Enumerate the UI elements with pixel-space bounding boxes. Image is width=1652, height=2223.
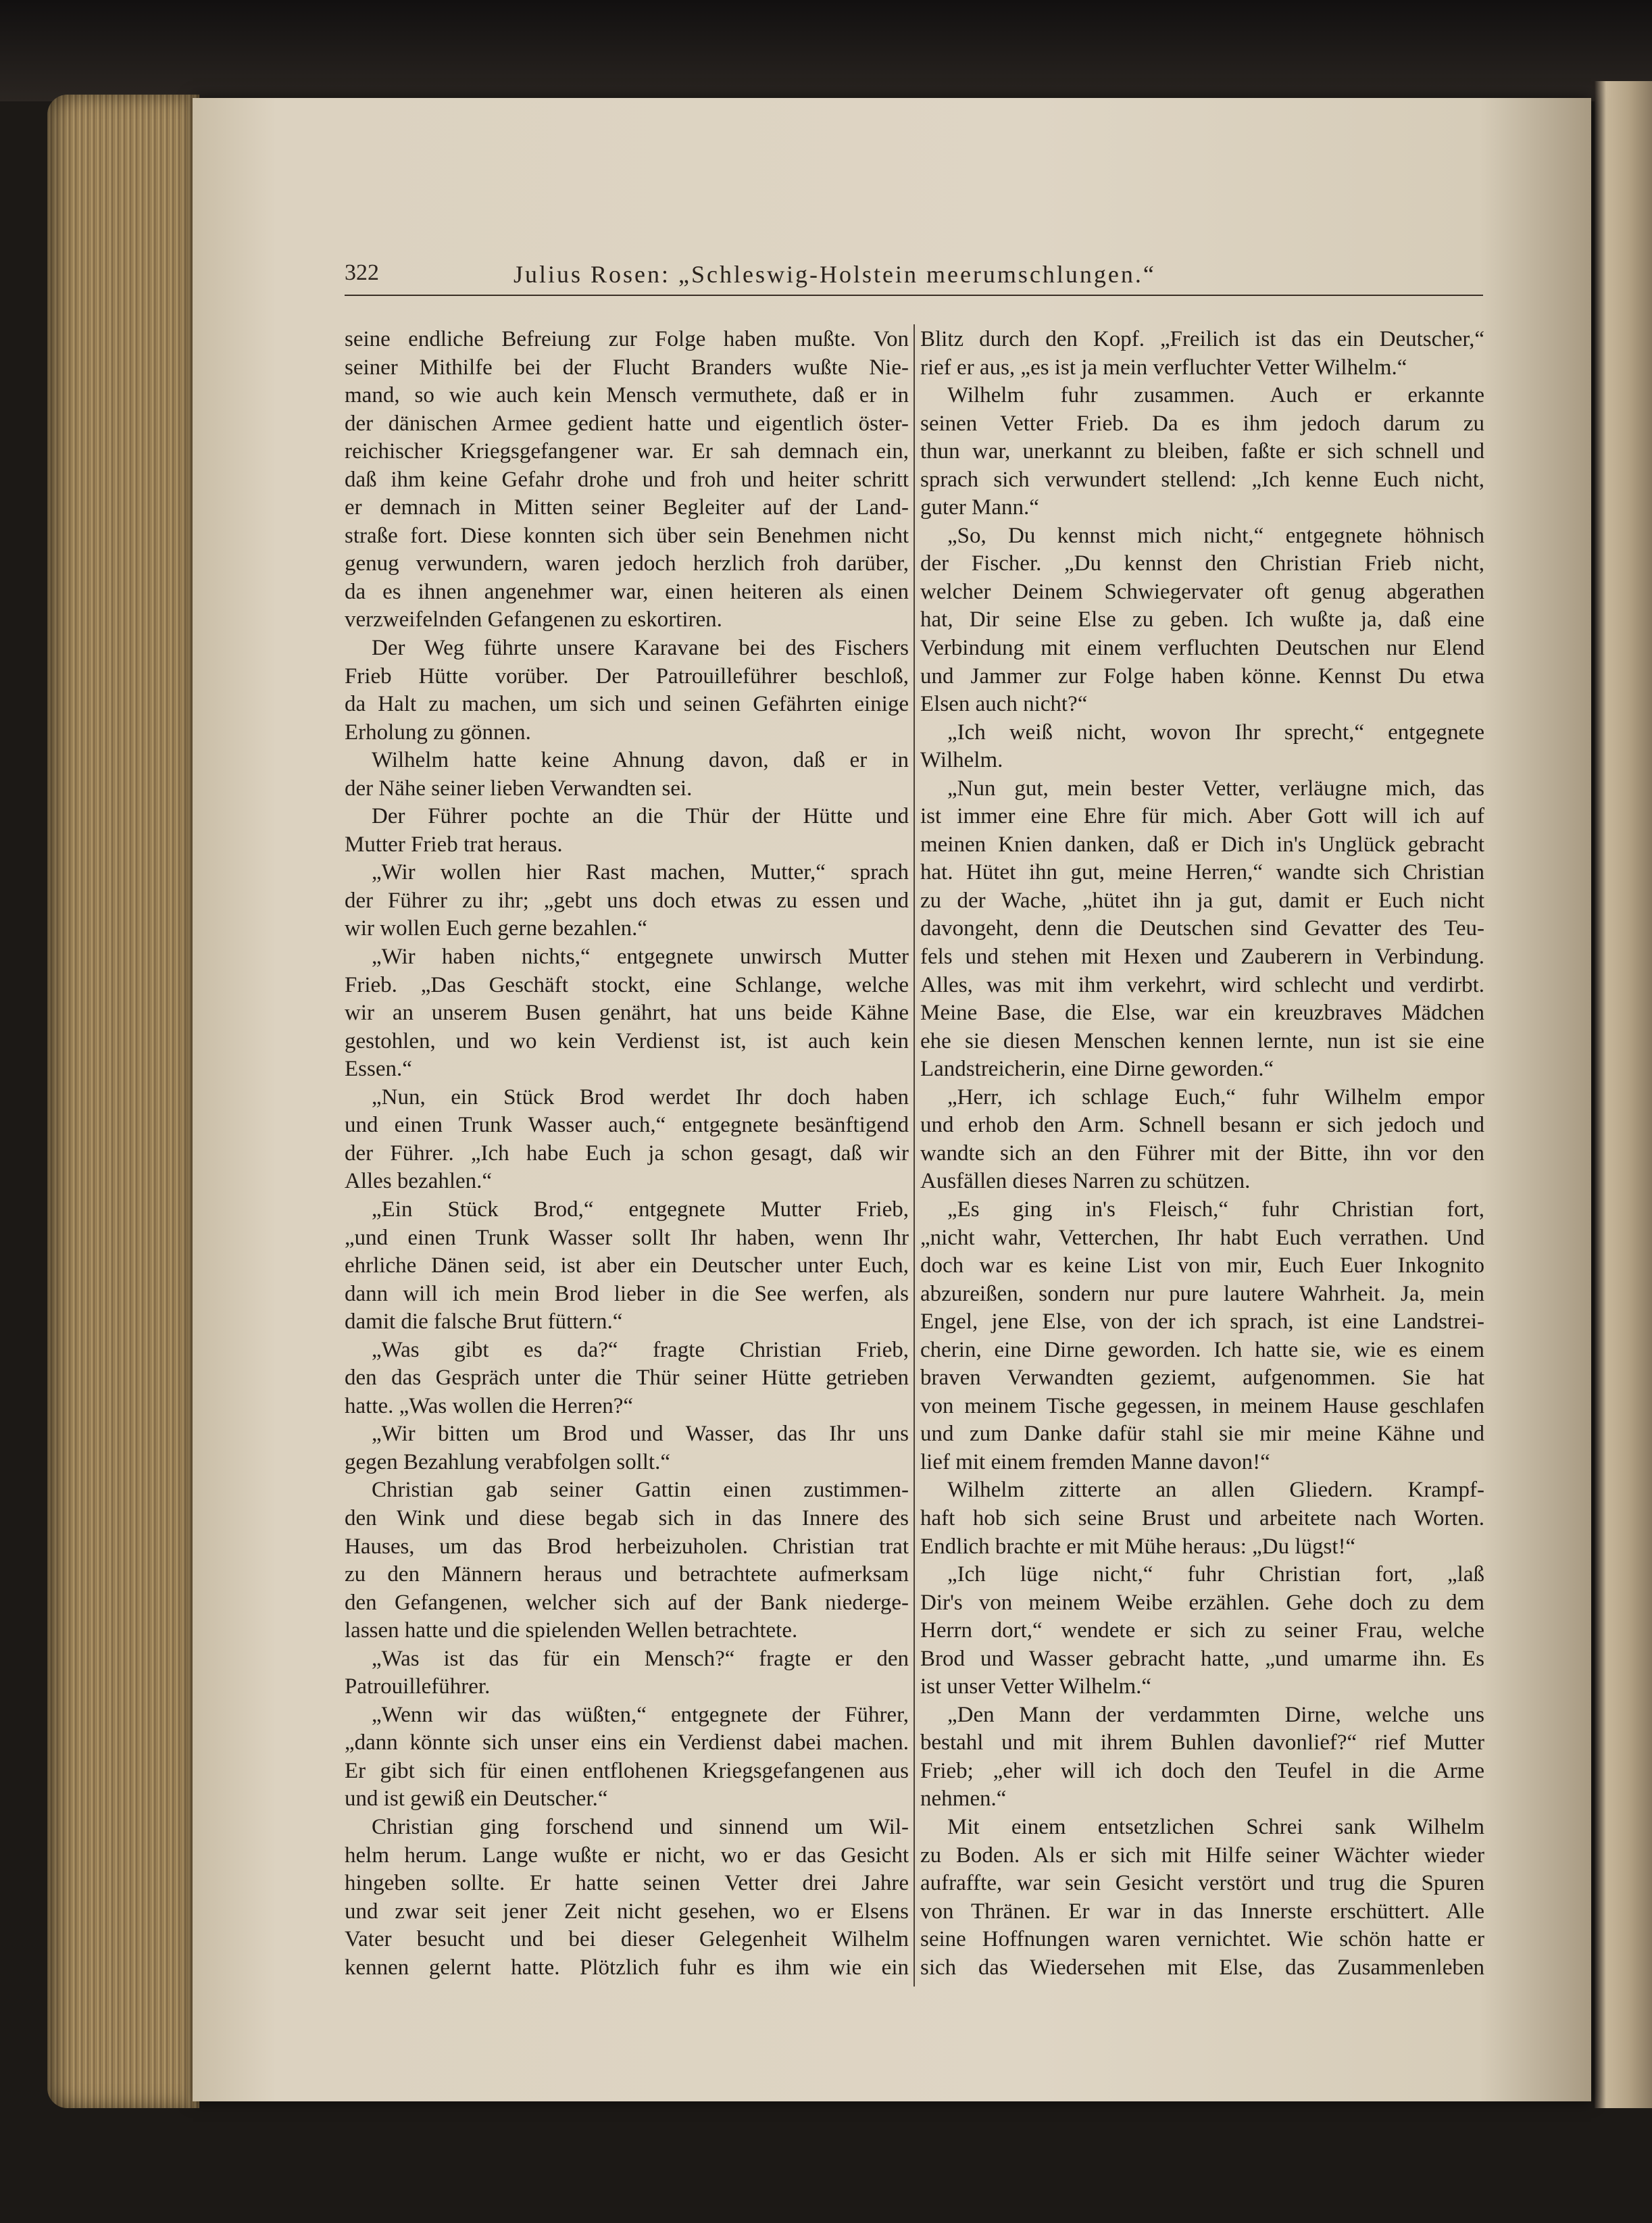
text-line: Brod und Wasser gebracht hatte, „und umarme ihn. Es	[920, 1646, 1484, 1671]
text-line: Wilhelm zitterte an allen Gliedern. Krampf-	[947, 1478, 1484, 1503]
text-line: zu den Männern heraus und betrachtete aufmerksam	[345, 1562, 909, 1587]
text-line: wir an unserem Busen genährt, hat uns beide Kähne	[345, 1001, 909, 1026]
text-line: „dann könnte sich unser eins ein Verdienst dabei machen.	[345, 1730, 909, 1755]
text-line: lassen hatte und die spielenden Wellen betrachtete.	[345, 1618, 798, 1643]
left-column	[345, 326, 909, 1982]
running-title: Julius Rosen: „Schleswig-Holstein meerumschlungen.“	[514, 261, 1156, 288]
text-line: hat, Dir seine Else zu geben. Ich wußte ja, daß eine	[920, 607, 1484, 632]
text-line: abzureißen, sondern nur pure lautere Wahrheit. Ja, mein	[920, 1281, 1484, 1306]
text-line: der Führer. „Ich habe Euch ja schon gesagt, daß wir	[345, 1141, 909, 1166]
text-line: Vater besucht und bei dieser Gelegenheit Wilhelm	[345, 1927, 909, 1952]
text-line: sprach sich verwundert stellend: „Ich kenne Euch nicht,	[920, 467, 1484, 492]
text-line: da es ihnen angenehmer war, einen heiteren als einen	[345, 579, 909, 604]
text-line: davongeht, denn die Deutschen sind Gevatter des Teu-	[920, 916, 1484, 941]
text-line: daß ihm keine Gefahr drohe und froh und heiter schritt	[345, 467, 909, 492]
text-line: „Ich lüge nicht,“ fuhr Christian fort, „laß	[947, 1562, 1484, 1587]
text-line: Frieb; „eher will ich doch den Teufel in die Arme	[920, 1758, 1484, 1783]
text-line: da Halt zu machen, um sich und seinen Gefährten einige	[345, 692, 909, 717]
text-line: bestahl und mit ihrem Buhlen davonlief?“ rief Mutter	[920, 1730, 1484, 1755]
text-line: „Den Mann der verdammten Dirne, welche uns	[947, 1702, 1484, 1727]
text-line: ehrliche Dänen seid, ist aber ein Deutscher unter Euch,	[345, 1253, 909, 1278]
text-line: wandte sich an den Führer mit der Bitte, ihn vor den	[920, 1141, 1484, 1166]
text-line: hatte. „Was wollen die Herren?“	[345, 1393, 634, 1418]
text-line: seiner Mithilfe bei der Flucht Branders wußte Nie-	[345, 355, 909, 380]
text-line: „nicht wahr, Vetterchen, Ihr habt Euch verrathen. Und	[920, 1225, 1484, 1250]
text-line: Frieb Hütte vorüber. Der Patrouilleführer beschloß,	[345, 664, 909, 689]
text-line: „Was ist das für ein Mensch?“ fragte er den	[372, 1646, 909, 1671]
text-line: den das Gespräch unter die Thür seiner Hütte getrieben	[345, 1366, 909, 1391]
text-line: und einen Trunk Wasser auch,“ entgegnete besänftigend	[345, 1113, 909, 1138]
text-line: Der Führer pochte an die Thür der Hütte und	[372, 804, 909, 829]
right-column	[920, 326, 1484, 1982]
text-line: genug verwundern, waren jedoch herzlich froh darüber,	[345, 551, 909, 576]
background	[0, 0, 1652, 101]
text-line: gestohlen, und wo kein Verdienst ist, ist auch kein	[345, 1028, 909, 1053]
text-line: cherin, eine Dirne geworden. Ich hatte sie, wie es einem	[920, 1337, 1484, 1362]
page-edges-left	[47, 95, 199, 2108]
text-line: zu der Wache, „hütet ihn ja gut, damit er Euch nicht	[920, 888, 1484, 913]
column-divider	[913, 324, 915, 1987]
text-line: Wilhelm.	[920, 748, 1003, 773]
text-line: Erholung zu gönnen.	[345, 720, 531, 745]
text-line: kennen gelernt hatte. Plötzlich fuhr es ihm wie ein	[345, 1955, 909, 1980]
text-line: Mit einem entsetzlichen Schrei sank Wilhelm	[947, 1814, 1484, 1839]
text-line: Christian ging forschend und sinnend um Wil-	[372, 1814, 909, 1839]
text-line: ist immer eine Ehre für mich. Aber Gott will ich auf	[920, 804, 1484, 829]
text-line: wir wollen Euch gerne bezahlen.“	[345, 916, 648, 941]
text-line: hat. Hütet ihn gut, meine Herren,“ wandte sich Christian	[920, 860, 1484, 885]
text-line: reichischer Kriegsgefangener war. Er sah demnach ein,	[345, 439, 909, 464]
text-line: von Thränen. Er war in das Innerste erschüttert. Alle	[920, 1899, 1484, 1924]
text-line: der dänischen Armee gedient hatte und eigentlich öster-	[345, 411, 909, 436]
text-line: guter Mann.“	[920, 495, 1039, 520]
text-line: meinen Knien danken, daß er Dich in's Unglück gebracht	[920, 832, 1484, 857]
text-line: seine endliche Befreiung zur Folge haben mußte. Von	[345, 327, 909, 351]
text-line: Elsen auch nicht?“	[920, 692, 1088, 717]
text-line: Essen.“	[345, 1057, 412, 1082]
text-line: welcher Deinem Schwiegervater oft genug abgerathen	[920, 579, 1484, 604]
text-line: sich das Wiedersehen mit Else, das Zusammenleben	[920, 1955, 1484, 1980]
text-line: Engel, jene Else, von der ich sprach, ist eine Landstrei-	[920, 1309, 1484, 1334]
header-rule	[345, 295, 1483, 296]
text-line: doch war es keine List von mir, Euch Euer Inkognito	[920, 1253, 1484, 1278]
text-line: aufraffte, war sein Gesicht verstört und trug die Spuren	[920, 1871, 1484, 1896]
text-line: Mutter Frieb trat heraus.	[345, 832, 563, 857]
text-line: Dir's von meinem Weibe erzählen. Gehe doch zu dem	[920, 1590, 1484, 1615]
text-line: Wilhelm hatte keine Ahnung davon, daß er in	[372, 748, 909, 773]
text-line: Verbindung mit einem verfluchten Deutschen nur Elend	[920, 636, 1484, 661]
text-line: den Gefangenen, welcher sich auf der Bank niederge-	[345, 1590, 909, 1615]
text-line: Meine Base, die Else, war ein kreuzbraves Mädchen	[920, 1001, 1484, 1026]
text-line: und Jammer zur Folge haben könne. Kennst Du etwa	[920, 664, 1484, 689]
text-line: ehe sie diesen Menschen kennen lernte, nun ist sie eine	[920, 1028, 1484, 1053]
text-line: fels und stehen mit Hexen und Zauberern in Verbindung.	[920, 945, 1484, 970]
text-line: „Nun, ein Stück Brod werdet Ihr doch haben	[372, 1084, 909, 1109]
running-header	[345, 260, 1483, 293]
text-line: Ausfällen dieses Narren zu schützen.	[920, 1169, 1251, 1194]
text-line: „Wenn wir das wüßten,“ entgegnete der Führer,	[372, 1702, 909, 1727]
text-line: verzweifelnden Gefangenen zu eskortiren.	[345, 607, 722, 632]
text-line: „Es ging in's Fleisch,“ fuhr Christian fort,	[947, 1197, 1484, 1222]
text-line: Wilhelm fuhr zusammen. Auch er erkannte	[947, 383, 1484, 408]
text-line: den Wink und diese begab sich in das Innere des	[345, 1505, 909, 1530]
text-line: „Wir haben nichts,“ entgegnete unwirsch Mutter	[372, 945, 909, 970]
text-line: „Ein Stück Brod,“ entgegnete Mutter Frieb,	[372, 1197, 909, 1222]
text-line: seine Hoffnungen waren vernichtet. Wie schön hatte er	[920, 1927, 1484, 1952]
text-line: „Wir wollen hier Rast machen, Mutter,“ sprach	[372, 860, 909, 885]
page-edges-right	[1595, 81, 1652, 2108]
text-line: helm herum. Lange wußte er nicht, wo er das Gesicht	[345, 1843, 909, 1868]
text-line: straße fort. Diese konnten sich über sein Benehmen nicht	[345, 523, 909, 548]
text-line: Er gibt sich für einen entflohenen Kriegsgefangenen aus	[345, 1758, 909, 1783]
page-number: 322	[345, 260, 379, 285]
text-line: thun war, unerkannt zu bleiben, faßte er sich schnell und	[920, 439, 1484, 464]
text-line: Endlich brachte er mit Mühe heraus: „Du lügst!“	[920, 1534, 1356, 1559]
text-line: Der Weg führte unsere Karavane bei des Fischers	[372, 636, 909, 661]
text-line: und zwar seit jener Zeit nicht gesehen, wo er Elsens	[345, 1899, 909, 1924]
text-line: mand, so wie auch kein Mensch vermuthete, daß er in	[345, 383, 909, 408]
text-line: gegen Bezahlung verabfolgen sollt.“	[345, 1449, 670, 1474]
text-line: „Wir bitten um Brod und Wasser, das Ihr uns	[372, 1422, 909, 1447]
text-line: der Nähe seiner lieben Verwandten sei.	[345, 776, 693, 801]
text-line: und ist gewiß ein Deutscher.“	[345, 1787, 608, 1812]
text-line: Alles, was mit ihm verkehrt, wird schlecht und verdirbt.	[920, 972, 1484, 997]
text-line: Alles bezahlen.“	[345, 1169, 493, 1194]
text-line: Frieb. „Das Geschäft stockt, eine Schlange, welche	[345, 972, 909, 997]
text-line: „und einen Trunk Wasser sollt Ihr haben, wenn Ihr	[345, 1225, 909, 1250]
text-line: „Ich weiß nicht, wovon Ihr sprecht,“ entgegnete	[947, 720, 1484, 745]
text-line: und zum Danke dafür stahl sie mir meine Kähne und	[920, 1422, 1484, 1447]
text-line: lief mit einem fremden Manne davon!“	[920, 1449, 1270, 1474]
text-line: braven Verwandten geziemt, aufgenommen. Sie hat	[920, 1366, 1484, 1391]
text-line: der Fischer. „Du kennst den Christian Frieb nicht,	[920, 551, 1484, 576]
text-line: zu Boden. Als er sich mit Hilfe seiner Wächter wieder	[920, 1843, 1484, 1868]
text-line: „Was gibt es da?“ fragte Christian Frieb,	[372, 1337, 909, 1362]
text-line: von meinem Tische gegessen, in meinem Hause geschlafen	[920, 1393, 1484, 1418]
text-line: Herrn dort,“ wendete er sich zu seiner Frau, welche	[920, 1618, 1484, 1643]
text-line: seinen Vetter Frieb. Da es ihm jedoch darum zu	[920, 411, 1484, 436]
text-line: der Führer zu ihr; „gebt uns doch etwas zu essen und	[345, 888, 909, 913]
text-line: Christian gab seiner Gattin einen zustimmen-	[372, 1478, 909, 1503]
text-line: und erhob den Arm. Schnell besann er sich jedoch und	[920, 1113, 1484, 1138]
text-line: „Herr, ich schlage Euch,“ fuhr Wilhelm empor	[947, 1084, 1484, 1109]
text-line: Landstreicherin, eine Dirne geworden.“	[920, 1057, 1274, 1082]
text-line: er demnach in Mitten seiner Begleiter auf der Land-	[345, 495, 909, 520]
text-line: Hauses, um das Brod herbeizuholen. Christian trat	[345, 1534, 909, 1559]
text-line: damit die falsche Brut füttern.“	[345, 1309, 623, 1334]
text-line: Patrouilleführer.	[345, 1674, 491, 1699]
text-line: nehmen.“	[920, 1787, 1007, 1812]
text-line: rief er aus, „es ist ja mein verfluchter Vetter Wilhelm.“	[920, 355, 1407, 380]
text-line: Blitz durch den Kopf. „Freilich ist das ein Deutscher,“	[920, 327, 1484, 351]
text-line: „Nun gut, mein bester Vetter, verläugne mich, das	[947, 776, 1484, 801]
text-line: hingeben sollte. Er hatte seinen Vetter drei Jahre	[345, 1871, 909, 1896]
text-line: „So, Du kennst mich nicht,“ entgegnete höhnisch	[947, 523, 1484, 548]
text-line: ist unser Vetter Wilhelm.“	[920, 1674, 1152, 1699]
text-line: haft hob sich seine Brust und arbeitete nach Worten.	[920, 1505, 1484, 1530]
text-line: dann will ich mein Brod lieber in die See werfen, als	[345, 1281, 909, 1306]
